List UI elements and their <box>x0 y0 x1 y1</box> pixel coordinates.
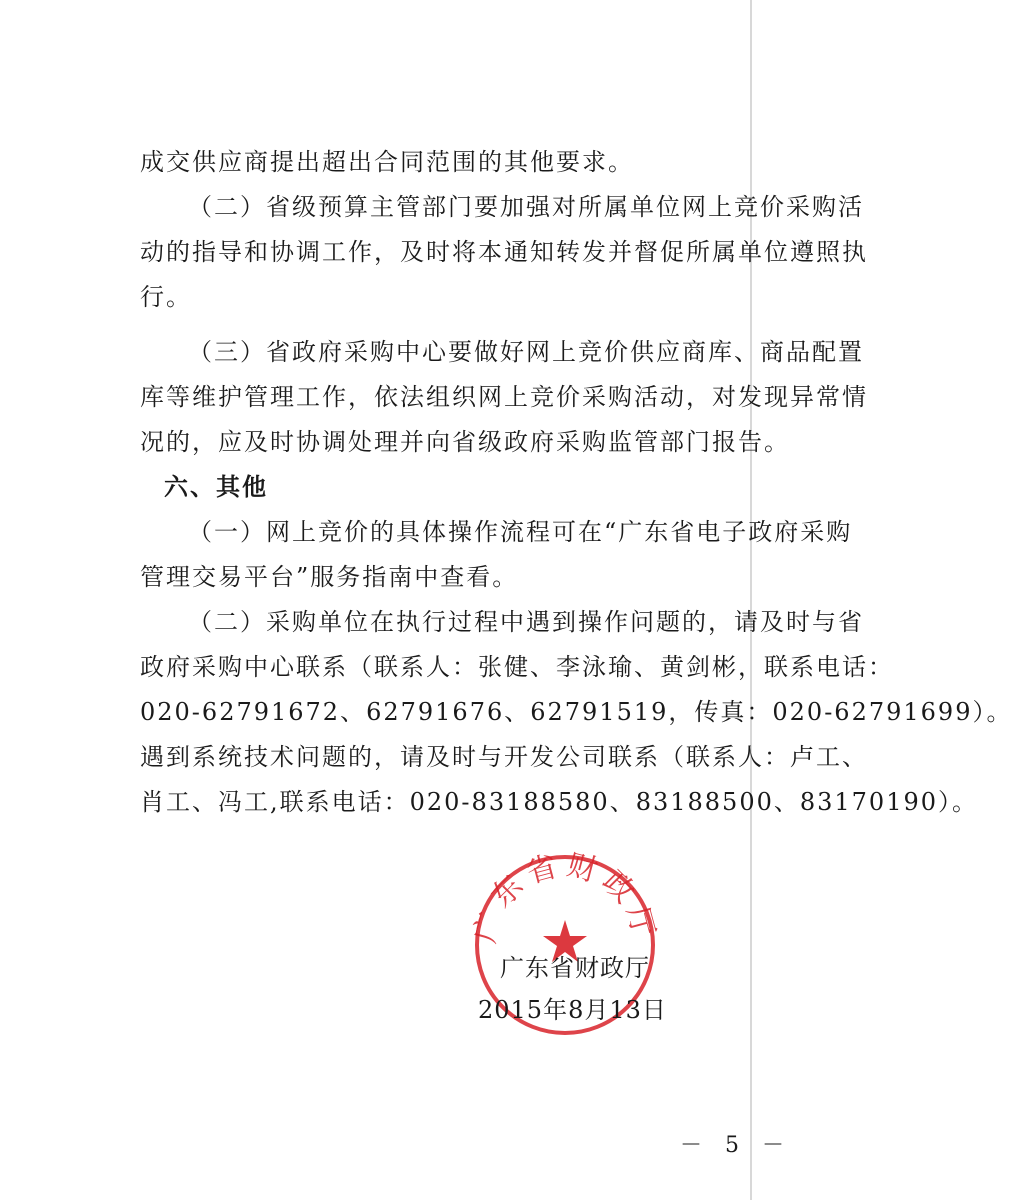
body-line: 020-62791672、62791676、62791519，传真：020-62791699）。 <box>140 698 1012 726</box>
body-line: 肖工、冯工,联系电话：020-83188580、83188500、83170190）。 <box>140 788 979 816</box>
seal-text: 广东省财政厅 <box>470 850 660 947</box>
body-line: （二）采购单位在执行过程中遇到操作问题的，请及时与省 <box>188 608 864 636</box>
body-line: 管理交易平台”服务指南中查看。 <box>140 563 519 591</box>
body-line: （三）省政府采购中心要做好网上竞价供应商库、商品配置 <box>188 338 864 366</box>
body-line: 库等维护管理工作，依法组织网上竞价采购活动，对发现异常情 <box>140 383 868 411</box>
body-line: 遇到系统技术问题的，请及时与开发公司联系（联系人：卢工、 <box>140 743 868 771</box>
signature-date: 2015年8月13日 <box>478 996 667 1024</box>
body-line: 行。 <box>140 283 192 311</box>
signature-organization: 广东省财政厅 <box>500 954 650 982</box>
body-line: （二）省级预算主管部门要加强对所属单位网上竞价采购活 <box>188 193 864 221</box>
body-line: 况的，应及时协调处理并向省级政府采购监管部门报告。 <box>140 428 790 456</box>
body-line: 政府采购中心联系（联系人：张健、李泳瑜、黄剑彬，联系电话： <box>140 653 894 681</box>
body-line: （一）网上竞价的具体操作流程可在“广东省电子政府采购 <box>188 518 853 546</box>
body-line: 动的指导和协调工作，及时将本通知转发并督促所属单位遵照执 <box>140 238 868 266</box>
section-heading: 六、其他 <box>164 473 268 501</box>
body-line: 成交供应商提出超出合同范围的其他要求。 <box>140 148 634 176</box>
document-body <box>140 140 1012 825</box>
page-number: － 5 － <box>680 1133 792 1158</box>
